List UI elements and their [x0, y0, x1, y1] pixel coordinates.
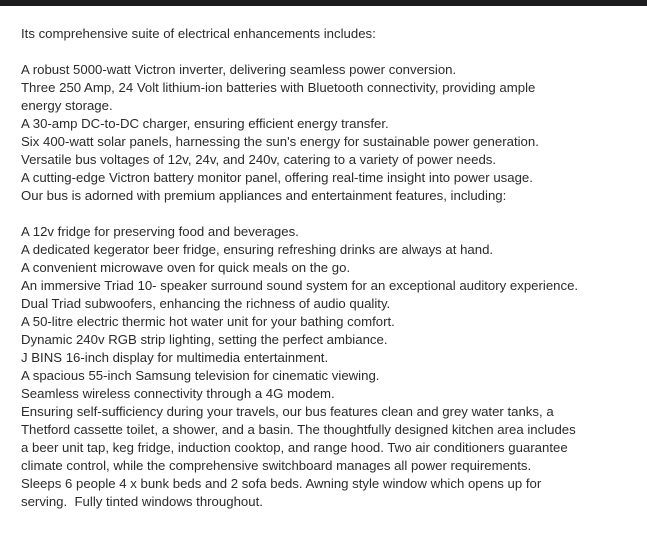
text-line: J BINS 16-inch display for multimedia entertainment. [21, 350, 329, 365]
text-line: Dynamic 240v RGB strip lighting, setting the perfect ambiance. [21, 332, 388, 347]
text-line: Dual Triad subwoofers, enhancing the richness of audio quality. [21, 296, 391, 311]
text-line: climate control, while the comprehensive switchboard manages all power requirements. [21, 458, 532, 473]
text-line: A robust 5000-watt Victron inverter, delivering seamless power conversion. [21, 62, 457, 77]
text-line: Versatile bus voltages of 12v, 24v, and 240v, catering to a variety of power needs. [21, 152, 497, 167]
text-line: Ensuring self-sufficiency during your travels, our bus features clean and grey water tanks, a [21, 404, 554, 419]
document-body [21, 25, 637, 511]
text-line: A cutting-edge Victron battery monitor panel, offering real-time insight into power usage. [21, 170, 533, 185]
text-line: energy storage. [21, 98, 113, 113]
text-line: Seamless wireless connectivity through a 4G modem. [21, 386, 335, 401]
text-line: Our bus is adorned with premium appliances and entertainment features, including: [21, 188, 507, 203]
text-line: An immersive Triad 10- speaker surround sound system for an exceptional auditory experience. [21, 278, 579, 293]
text-line: A 12v fridge for preserving food and beverages. [21, 224, 299, 239]
text-line: Sleeps 6 people 4 x bunk beds and 2 sofa beds. Awning style window which opens up for [21, 476, 542, 491]
text-line: A 30-amp DC-to-DC charger, ensuring efficient energy transfer. [21, 116, 389, 131]
text-line: A convenient microwave oven for quick meals on the go. [21, 260, 351, 275]
text-line: A 50-litre electric thermic hot water unit for your bathing comfort. [21, 314, 395, 329]
top-border-bar [0, 0, 647, 6]
text-line: A spacious 55-inch Samsung television for cinematic viewing. [21, 368, 380, 383]
text-line: Thetford cassette toilet, a shower, and a basin. The thoughtfully designed kitchen area includes [21, 422, 576, 437]
text-line: a beer unit tap, keg fridge, induction cooktop, and range hood. Two air conditioners guarantee [21, 440, 568, 455]
text-line: Three 250 Amp, 24 Volt lithium-ion batteries with Bluetooth connectivity, providing ample [21, 80, 536, 95]
text-line: Six 400-watt solar panels, harnessing the sun's energy for sustainable power generation. [21, 134, 539, 149]
text-line: Its comprehensive suite of electrical enhancements includes: [21, 26, 376, 41]
text-line: A dedicated kegerator beer fridge, ensuring refreshing drinks are always at hand. [21, 242, 494, 257]
blank-line [21, 43, 637, 61]
blank-line [21, 205, 637, 223]
text-line: serving. Fully tinted windows throughout. [21, 494, 263, 509]
